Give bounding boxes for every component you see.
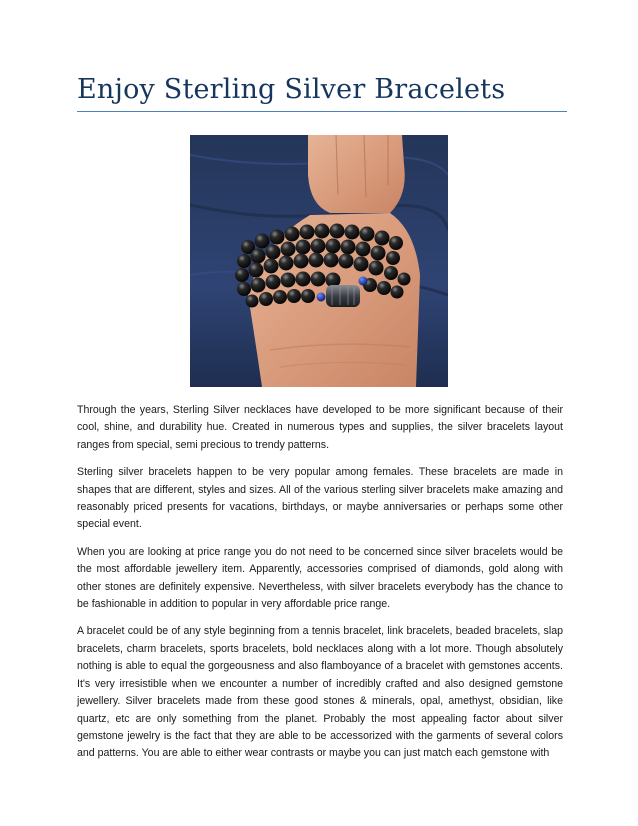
paragraph-3: When you are looking at price range you do not need to be concerned since silver bracelets would be the most affordable jewellery item. Apparently, accessories comprised of diamonds, gold along with other stones are definitely expensive. Nevertheless, with silver bracelets everybody has the chance to be fashionable in addition to popular in very affordable price range. [77, 545, 563, 611]
title-underline [77, 111, 567, 112]
paragraph-1: Through the years, Sterling Silver necklaces have developed to be more significant because of their cool, shine, and durability hue. Created in numerous types and supplies, the silver bracelets layout ranges from special, semi precious to trendy patterns. [77, 404, 563, 451]
document-title: Enjoy Sterling Silver Bracelets [77, 74, 506, 105]
paragraph-4: A bracelet could be of any style beginning from a tennis bracelet, link bracelets, beaded bracelets, slap bracelets, charm bracelets, sports bracelets, bold necklaces along with a lot more. Though absolutely nothing is able to equal the gorgeousness and also flamboyance of a bracelet with gemstones accents. It's very irresistible when we encounter a number of incredibly crafted and also designed gemstone jewellery. Silver bracelets made from these good stones & minerals, opal, amethyst, obsidian, like quartz, etc are only something from the planet. Probably the most appealing factor about silver gemstone jewelry is the fact that they are able to be accessorized with the garments of several colors and patterns. You are able to either wear contrasts or maybe you can just match each gemstone with [77, 625, 563, 760]
paragraph-2: Sterling silver bracelets happen to be very popular among females. These bracelets are made in shapes that are different, styles and sizes. All of the various sterling silver bracelets make amazing and reasonably priced presents for vacations, birthdays, or maybe anniversaries or perhaps some other special event. [77, 466, 563, 531]
bracelet-photo [190, 135, 448, 387]
article-body [77, 402, 563, 773]
